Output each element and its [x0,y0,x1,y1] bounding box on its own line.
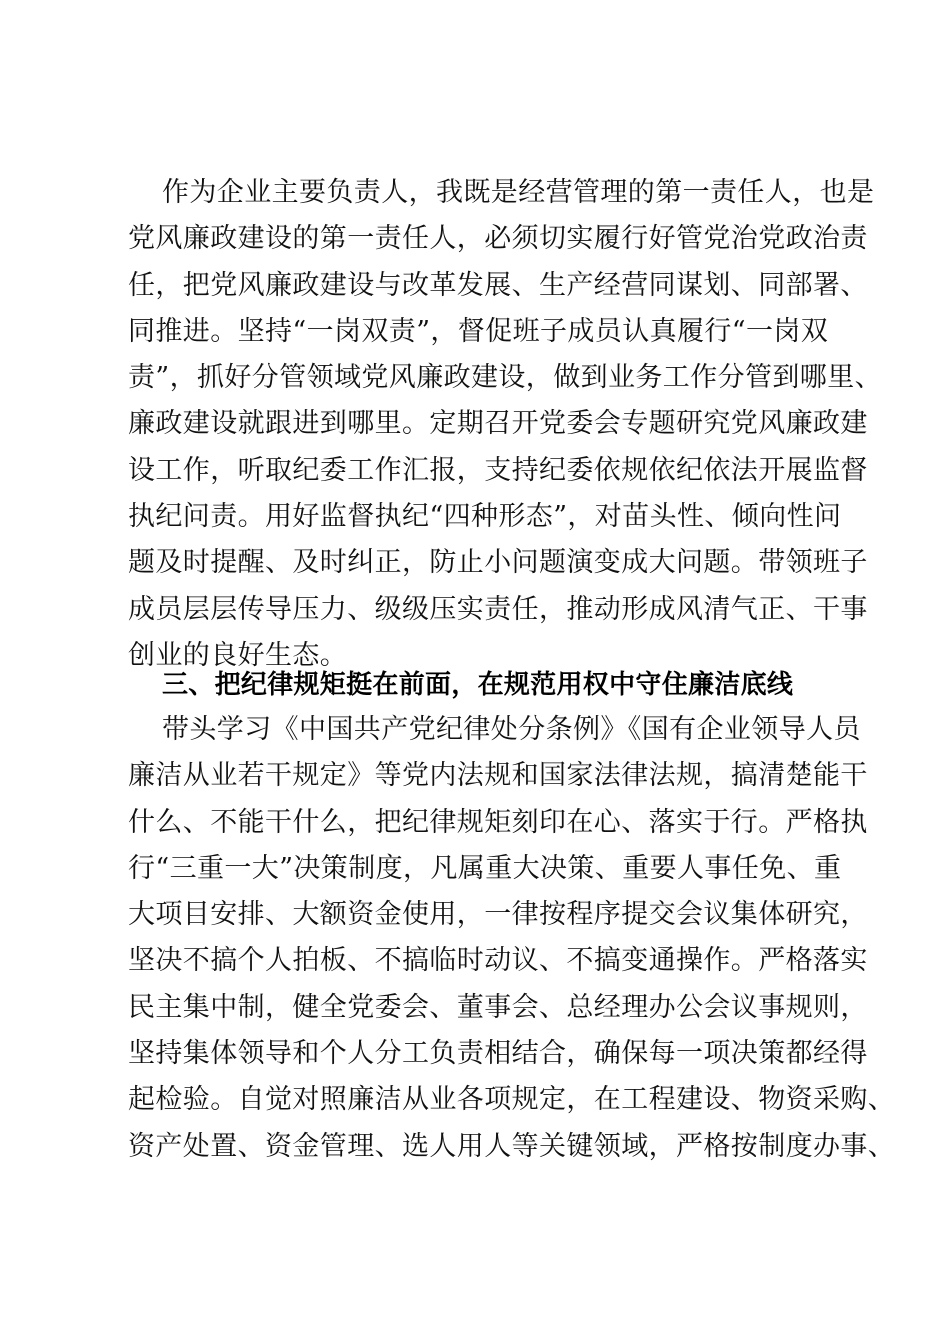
paragraph-line: 民主集中制，健全党委会、董事会、总经理办公会议事规则， [128,991,868,1023]
paragraph-line: 坚决不搞个人拍板、不搞临时动议、不搞变通操作。严格落实 [128,945,868,977]
paragraph-1 [128,170,883,679]
paragraph-line: 行“三重一大”决策制度，凡属重大决策、重要人事任免、重 [128,852,842,884]
paragraph-line: 成员层层传导压力、级级压实责任，推动形成风清气正、干事 [128,593,868,625]
paragraph-line: 坚持集体领导和个人分工负责相结合，确保每一项决策都经得 [128,1038,868,1070]
paragraph-line: 责”，抓好分管领域党风廉政建设，做到业务工作分管到哪里、 [128,362,883,394]
paragraph-line: 任，把党风廉政建设与改革发展、生产经营同谋划、同部署、 [128,269,868,301]
paragraph-line: 作为企业主要负责人，我既是经营管理的第一责任人，也是 [162,177,875,208]
paragraph-2 [128,707,896,1170]
paragraph-line: 资产处置、资金管理、选人用人等关键领域，严格按制度办事、 [128,1130,896,1162]
paragraph-line: 创业的良好生态。 [128,639,348,671]
paragraph-line: 带头学习《中国共产党纪律处分条例》《国有企业领导人员 [162,714,861,745]
paragraph-line: 党风廉政建设的第一责任人，必须切实履行好管党治党政治责 [128,223,868,255]
paragraph-line: 廉政建设就跟进到哪里。定期召开党委会专题研究党风廉政建 [128,408,868,440]
paragraph-line: 设工作，听取纪委工作汇报，支持纪委依规依纪依法开展监督 [128,454,868,486]
paragraph-line: 大项目安排、大额资金使用，一律按程序提交会议集体研究， [128,899,868,931]
paragraph-line: 什么、不能干什么，把纪律规矩刻印在心、落实于行。严格执 [128,806,868,838]
section-heading: 三、把纪律规矩挺在前面，在规范用权中守住廉洁底线 [162,670,794,700]
paragraph-line: 同推进。坚持“一岗双责”，督促班子成员认真履行“一岗双 [128,315,829,347]
paragraph-line: 题及时提醒、及时纠正，防止小问题演变成大问题。带领班子 [128,547,868,579]
paragraph-line: 执纪问责。用好监督执纪“四种形态”，对苗头性、倾向性问 [128,501,842,533]
paragraph-line: 廉洁从业若干规定》等党内法规和国家法律法规，搞清楚能干 [128,760,868,792]
paragraph-line: 起检验。自觉对照廉洁从业各项规定，在工程建设、物资采购、 [128,1084,896,1116]
